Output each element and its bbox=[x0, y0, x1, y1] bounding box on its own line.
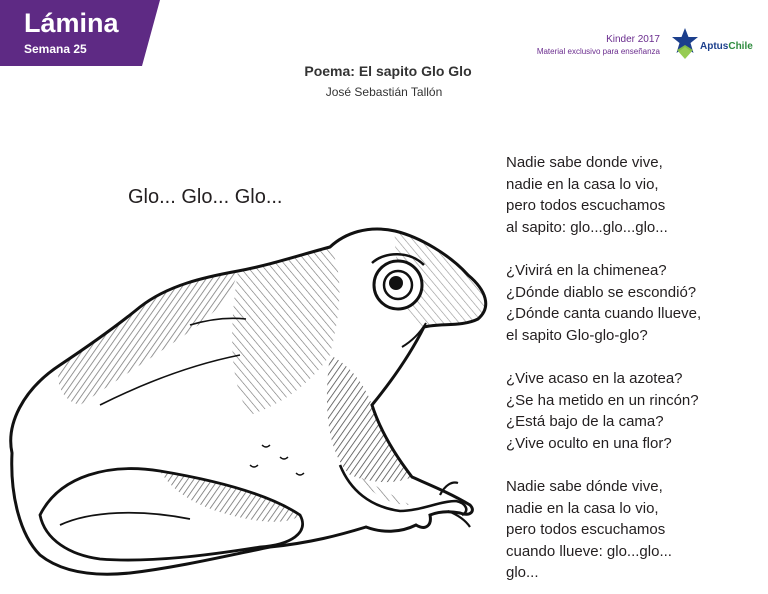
poem-line: ¿Dónde canta cuando llueve, bbox=[506, 305, 702, 322]
logo-wordmark: AptusChile bbox=[700, 41, 753, 52]
poem-line: ¿Dónde diablo se escondió? bbox=[506, 283, 697, 301]
poem-stanza-1 bbox=[506, 152, 761, 238]
poem-title: Poema: El sapito Glo Glo bbox=[304, 63, 472, 79]
poem-line: ¿Está bajo de la cama? bbox=[506, 413, 664, 430]
banner-title: Lámina bbox=[24, 8, 119, 38]
poem-line: nadie en la casa lo vio, bbox=[506, 175, 659, 193]
poem-line: glo... bbox=[506, 564, 539, 581]
poem-line: pero todos escuchamos bbox=[506, 197, 666, 214]
poem-line: cuando llueve: glo...glo... bbox=[506, 542, 672, 560]
frog-illustration bbox=[0, 215, 492, 585]
banner-subtitle: Semana 25 bbox=[24, 42, 87, 56]
poem-line: el sapito Glo-glo-glo? bbox=[506, 326, 648, 344]
poem-line: ¿Vive acaso en la azotea? bbox=[506, 370, 683, 387]
poem-line: nadie en la casa lo vio, bbox=[506, 499, 659, 517]
header-info bbox=[537, 34, 660, 57]
header-material: Material exclusivo para enseñanza bbox=[536, 46, 660, 56]
poem-stanza-3 bbox=[506, 368, 761, 454]
poem-stanza-4 bbox=[506, 476, 761, 584]
aptus-logo bbox=[670, 26, 756, 62]
poem-text bbox=[506, 152, 761, 594]
poem-author: José Sebastián Tallón bbox=[325, 85, 443, 99]
poem-line: ¿Vive oculto en una flor? bbox=[506, 434, 672, 452]
star-icon bbox=[670, 26, 700, 62]
poem-stanza-2 bbox=[506, 260, 761, 346]
poem-line: pero todos escuchamos bbox=[506, 521, 666, 538]
poem-line: Nadie sabe dónde vive, bbox=[506, 478, 663, 495]
lamina-banner bbox=[0, 0, 160, 66]
frog-sound-caption: Glo... Glo... Glo... bbox=[128, 186, 283, 208]
poem-line: al sapito: glo...glo...glo... bbox=[506, 218, 668, 236]
header-kinder: Kinder 2017 bbox=[606, 34, 660, 45]
poem-line: ¿Vivirá en la chimenea? bbox=[506, 262, 667, 279]
poem-line: ¿Se ha metido en un rincón? bbox=[506, 391, 699, 409]
poem-line: Nadie sabe donde vive, bbox=[506, 154, 663, 171]
